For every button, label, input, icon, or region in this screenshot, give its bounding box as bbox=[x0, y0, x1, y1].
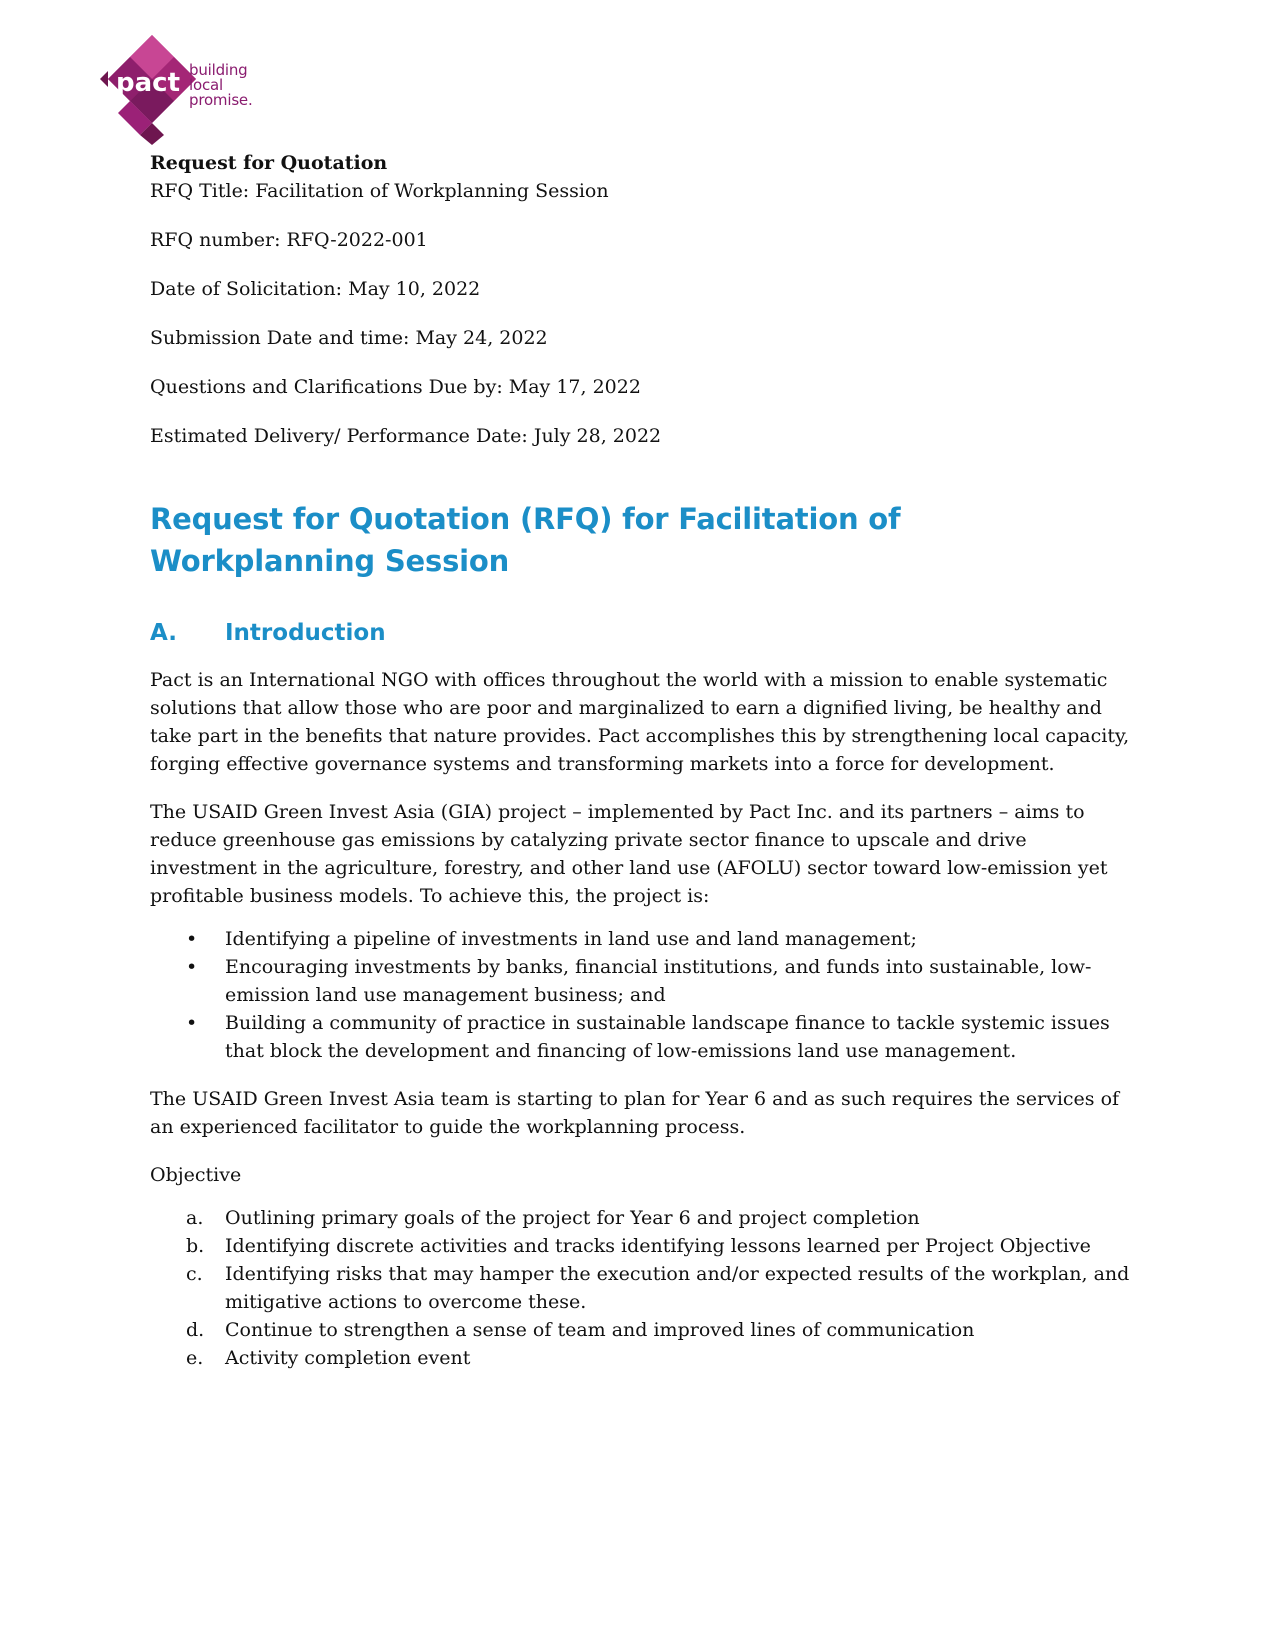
list-item bbox=[150, 1260, 1135, 1316]
questions-due-field: Questions and Clarifications Due by: May 17, 2022 bbox=[150, 376, 641, 398]
rfq-details bbox=[150, 177, 1135, 450]
intro-paragraph-3: The USAID Green Invest Asia team is starting to plan for Year 6 and as such requires the services of an experienced facilitator to guide the workplanning process. bbox=[150, 1088, 1120, 1138]
list-marker: a. bbox=[186, 1207, 204, 1229]
logo-tagline-line: promise. bbox=[189, 91, 253, 109]
objective-label: Objective bbox=[150, 1164, 242, 1186]
logo-wordmark: pact bbox=[116, 68, 180, 98]
logo-tagline bbox=[189, 63, 253, 108]
section-heading-introduction bbox=[150, 618, 1135, 648]
document-title: Request for Quotation bbox=[150, 152, 388, 174]
submission-date-field: Submission Date and time: May 24, 2022 bbox=[150, 327, 548, 349]
section-title: Introduction bbox=[225, 620, 386, 646]
pact-logo-mark bbox=[100, 35, 196, 145]
solicitation-date-field: Date of Solicitation: May 10, 2022 bbox=[150, 278, 481, 300]
list-item bbox=[150, 925, 1135, 953]
document-body bbox=[150, 145, 1135, 1372]
logo-tagline-line: building bbox=[189, 61, 248, 79]
list-item bbox=[150, 1232, 1135, 1260]
main-heading: Request for Quotation (RFQ) for Facilitation of Workplanning Session bbox=[150, 502, 901, 578]
list-item bbox=[150, 1204, 1135, 1232]
pact-logo bbox=[100, 35, 260, 145]
delivery-date-field: Estimated Delivery/ Performance Date: July 28, 2022 bbox=[150, 425, 662, 447]
list-marker: c. bbox=[186, 1263, 203, 1285]
bullet-icon: • bbox=[186, 1012, 198, 1034]
list-item-text: Identifying a pipeline of investments in land use and land management; bbox=[225, 928, 917, 950]
list-marker: e. bbox=[186, 1347, 204, 1369]
list-marker: b. bbox=[186, 1235, 205, 1257]
list-item bbox=[150, 1009, 1135, 1065]
section-number: A. bbox=[150, 620, 177, 646]
list-item-text: Encouraging investments by banks, financial institutions, and funds into sustainable, low-emission land use management business; and bbox=[225, 956, 1092, 1006]
list-item bbox=[150, 1316, 1135, 1344]
objectives-list bbox=[150, 1204, 1135, 1372]
list-marker: d. bbox=[186, 1319, 205, 1341]
list-item-text: Identifying risks that may hamper the execution and/or expected results of the workplan, and mitigative actions to overcome these. bbox=[225, 1263, 1130, 1313]
rfq-title-field: RFQ Title: Facilitation of Workplanning Session bbox=[150, 180, 609, 202]
list-item-text: Identifying discrete activities and tracks identifying lessons learned per Project Objective bbox=[225, 1235, 1091, 1257]
bullet-icon: • bbox=[186, 956, 198, 978]
intro-paragraph-2: The USAID Green Invest Asia (GIA) project – implemented by Pact Inc. and its partners – aims to reduce greenhouse gas emissions by catalyzing private sector finance to upscale and drive investment in the agriculture, forestry, and other land use (AFOLU) sector toward low-emission yet profitable business models. To achieve this, the project is: bbox=[150, 801, 1108, 907]
list-item-text: Outlining primary goals of the project for Year 6 and project completion bbox=[225, 1207, 920, 1229]
list-item bbox=[150, 953, 1135, 1009]
list-item-text: Building a community of practice in sustainable landscape finance to tackle systemic issues that block the development and financing of low-emissions land use management. bbox=[225, 1012, 1110, 1062]
intro-paragraph-1: Pact is an International NGO with offices throughout the world with a mission to enable systematic solutions that allow those who are poor and marginalized to earn a dignified living, be healthy and take part in the benefits that nature provides. Pact accomplishes this by strengthening local capacity, forging effective governance systems and transforming markets into a force for development. bbox=[150, 669, 1130, 775]
logo-tagline-line: local bbox=[189, 76, 223, 94]
list-item bbox=[150, 1344, 1135, 1372]
list-item-text: Continue to strengthen a sense of team and improved lines of communication bbox=[225, 1319, 975, 1341]
project-activities-list bbox=[150, 925, 1135, 1065]
rfq-number-field: RFQ number: RFQ-2022-001 bbox=[150, 229, 428, 251]
bullet-icon: • bbox=[186, 928, 198, 950]
list-item-text: Activity completion event bbox=[225, 1347, 471, 1369]
